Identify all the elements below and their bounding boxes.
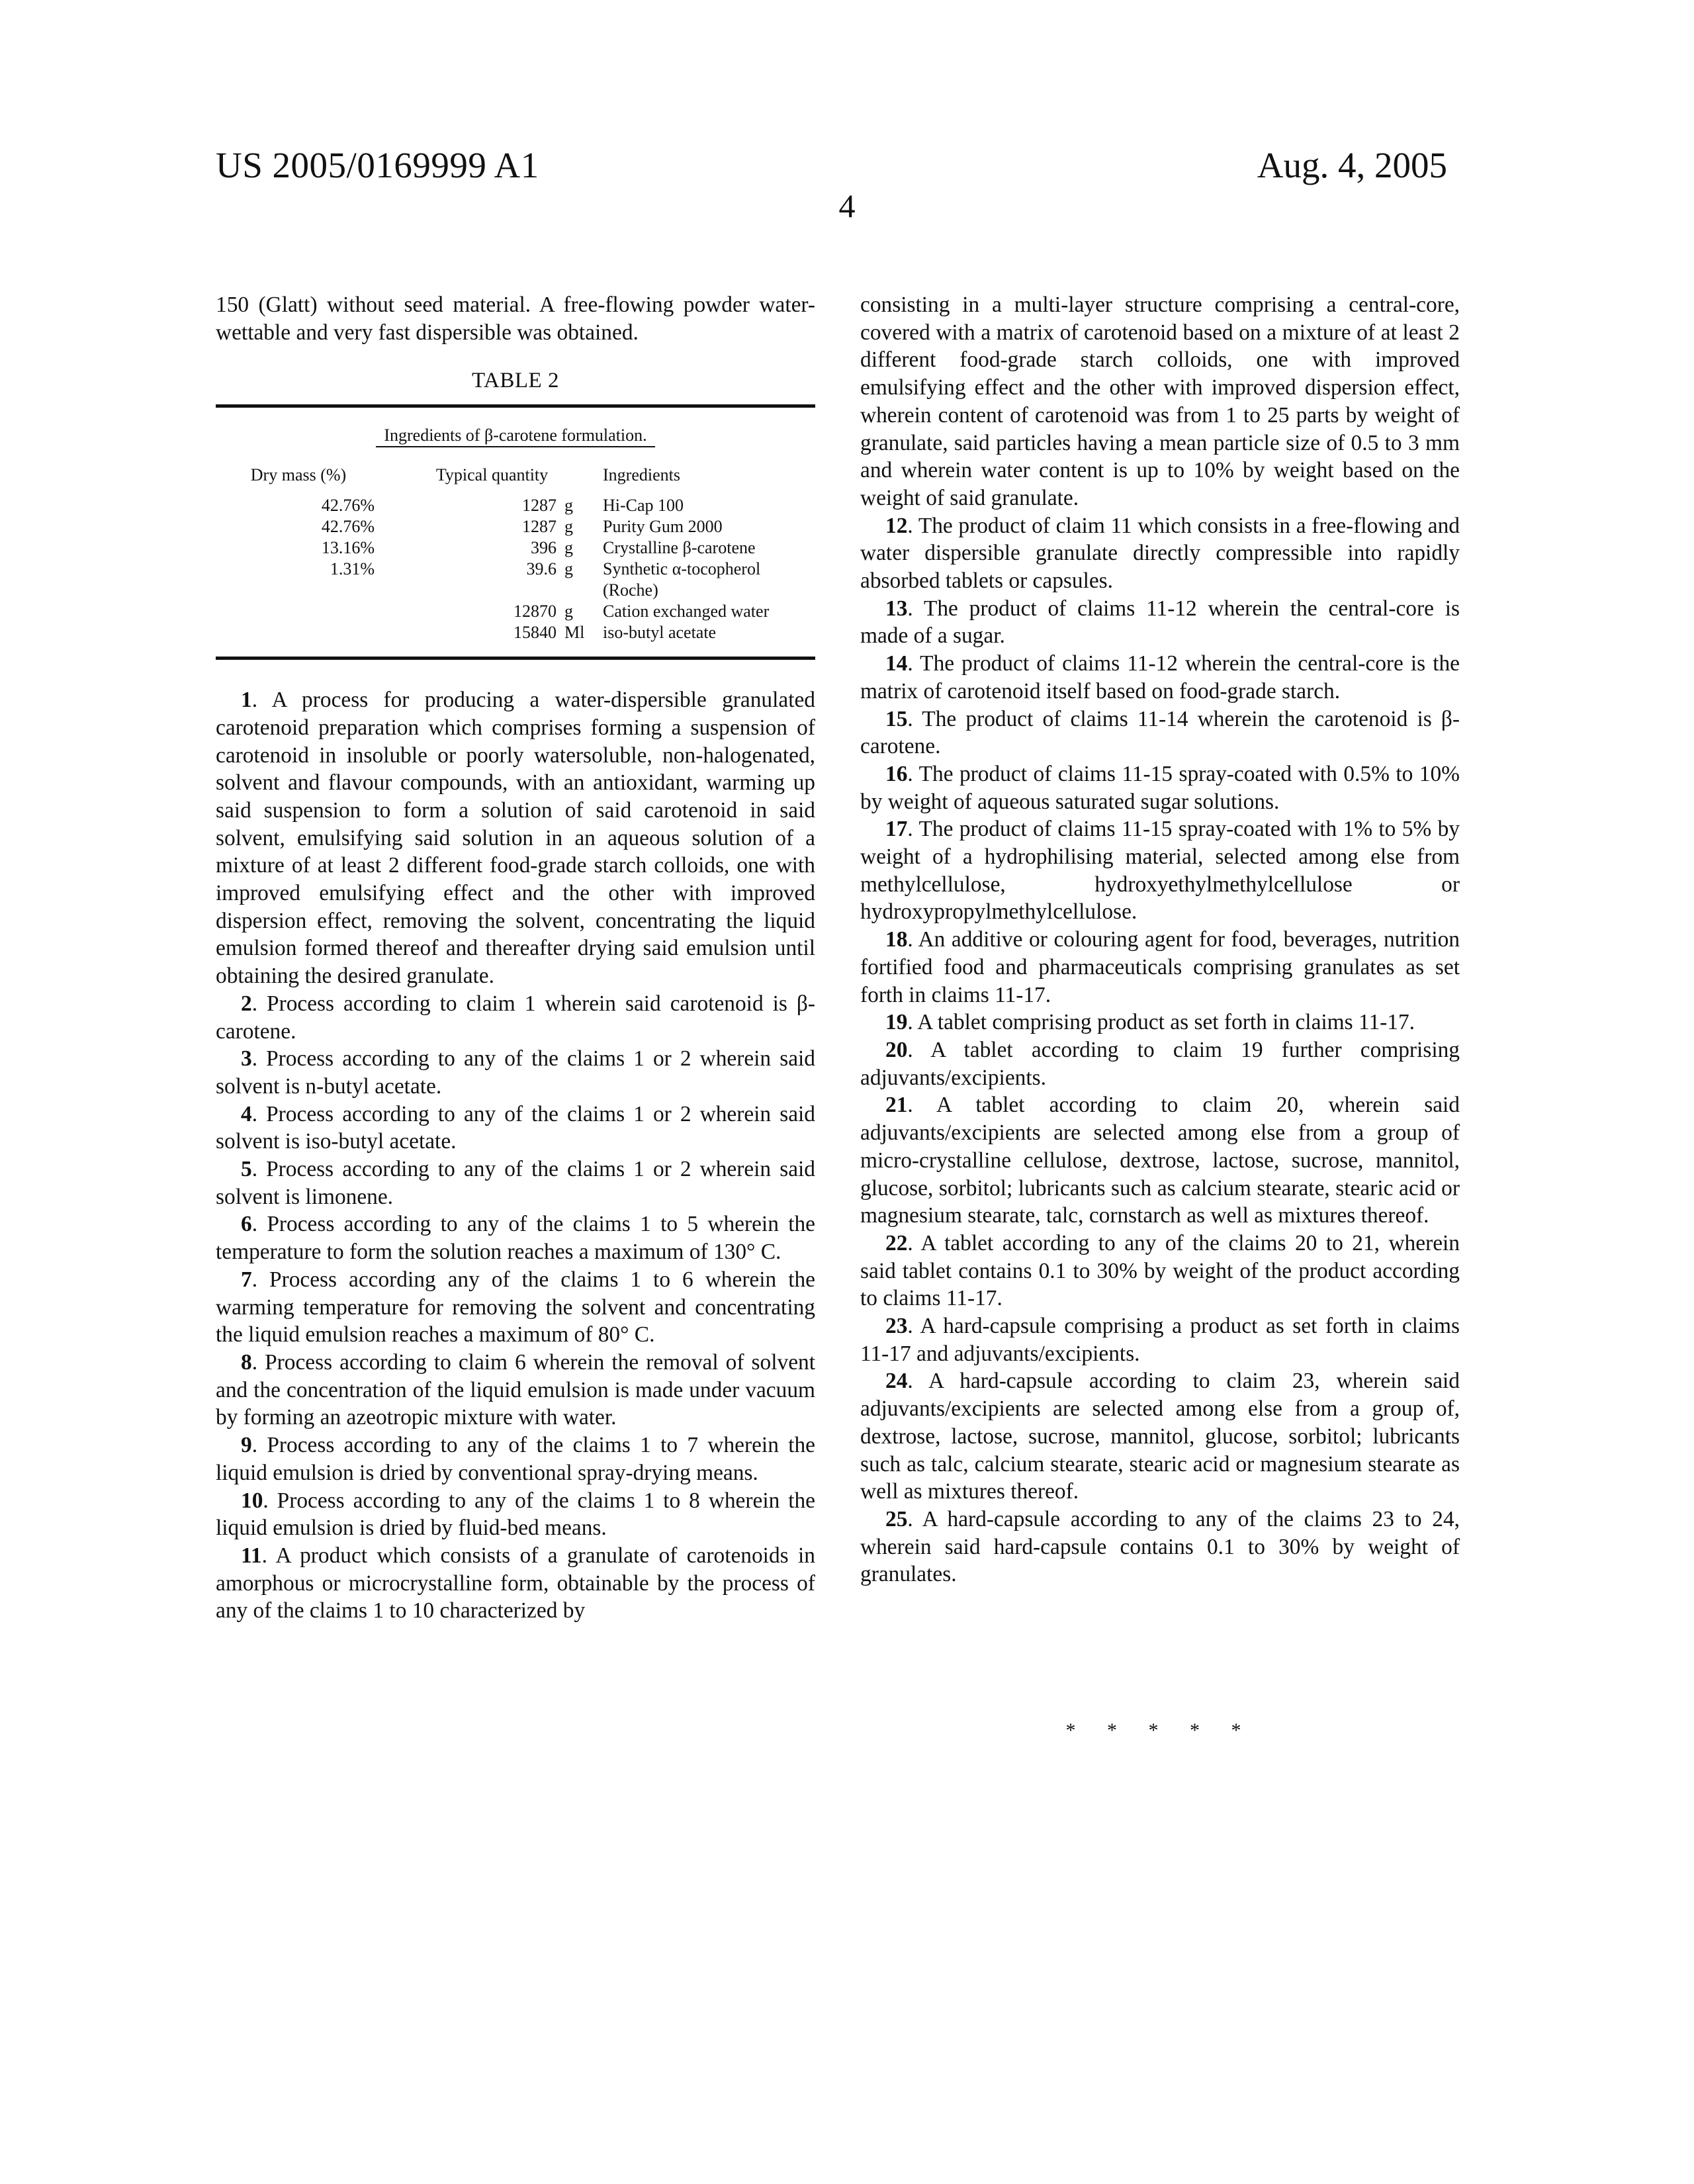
- claim-text: . Process according to claim 6 wherein the removal of solvent and the concentration of the liquid emulsion is made under vacuum by forming an azeotropic mixture with water.: [216, 1350, 815, 1430]
- claim-text: . The product of claims 11-14 wherein the carotenoid is β-carotene.: [860, 707, 1460, 759]
- claim-paragraph: [216, 1210, 815, 1265]
- claim-text: . A tablet according to any of the claims 20 to 21, wherein said tablet contains 0.1 to 30% by weight of the product according to claims 11-17.: [860, 1231, 1460, 1310]
- claim-number: 16: [885, 762, 907, 786]
- claim-paragraph: [860, 1506, 1460, 1588]
- page-number: 4: [0, 187, 1694, 225]
- claim-number: 6: [241, 1212, 252, 1236]
- claim-number: 1: [241, 688, 252, 712]
- ingredients-table: [216, 446, 815, 643]
- claim-number: 10: [241, 1488, 263, 1513]
- claim-text: . The product of claims 11-15 spray-coated with 1% to 5% by weight of a hydrophilising material, selected among else from methylcellulose, hydroxyethylmethylcellulose or hydroxypropylmethylcellulose.: [860, 817, 1460, 924]
- claim-number: 8: [241, 1350, 252, 1375]
- table-row: [216, 537, 815, 559]
- table-top-rule: [216, 404, 815, 408]
- claim-paragraph: [216, 1349, 815, 1432]
- table-caption: Ingredients of β-carotene formulation.: [216, 425, 815, 446]
- claim-number: 4: [241, 1102, 252, 1126]
- claim-text: . The product of claim 11 which consists in a free-flowing and water dispersible granulate directly compressible into rapidly absorbed tablets or capsules.: [860, 514, 1460, 593]
- unit-cell: g: [557, 559, 603, 601]
- claim-text: . The product of claims 11-12 wherein the central-core is made of a sugar.: [860, 596, 1460, 649]
- claim-number: 18: [885, 927, 907, 952]
- claim-paragraph: [216, 1101, 815, 1156]
- end-marker: * * * * *: [860, 1719, 1460, 1742]
- claim-number: 17: [885, 817, 907, 841]
- unit-cell: g: [557, 601, 603, 622]
- claim-number: 5: [241, 1157, 252, 1181]
- claim-paragraph: [216, 1045, 815, 1100]
- unit-cell: Ml: [557, 622, 603, 643]
- quantity-cell: 12870: [381, 601, 557, 622]
- quantity-cell: 1287: [381, 495, 557, 516]
- claim-paragraph: [860, 1312, 1460, 1367]
- dry-mass-cell: [216, 622, 381, 643]
- col-header-quantity: Typical quantity: [381, 446, 603, 495]
- claim-text: . Process according to any of the claims 1 to 8 wherein the liquid emulsion is dried by fluid-bed means.: [216, 1488, 815, 1541]
- claim-paragraph: [216, 1266, 815, 1349]
- quantity-cell: 396: [381, 537, 557, 559]
- col-header-ingredients: Ingredients: [603, 446, 815, 495]
- claim-paragraph: [860, 815, 1460, 926]
- table-header-row: [216, 446, 815, 495]
- claim-paragraph: [860, 705, 1460, 760]
- quantity-cell: 15840: [381, 622, 557, 643]
- claim-paragraph: [860, 595, 1460, 650]
- col-header-dry-mass: Dry mass (%): [216, 446, 381, 495]
- dry-mass-cell: 1.31%: [216, 559, 381, 601]
- claim-number: 21: [885, 1093, 907, 1117]
- claim-text: . Process according to any of the claims 1 or 2 wherein said solvent is n-butyl acetate.: [216, 1046, 815, 1099]
- unit-cell: g: [557, 495, 603, 516]
- claim-number: 22: [885, 1231, 907, 1255]
- ingredient-cell: iso-butyl acetate: [603, 622, 815, 643]
- claim-paragraph: [860, 1009, 1460, 1036]
- quantity-cell: 39.6: [381, 559, 557, 601]
- claim-number: 25: [885, 1507, 907, 1531]
- claim-text: . A tablet comprising product as set forth in claims 11-17.: [907, 1010, 1415, 1034]
- dry-mass-cell: 42.76%: [216, 495, 381, 516]
- claim-paragraph: [860, 1367, 1460, 1506]
- claim-text: . An additive or colouring agent for food, beverages, nutrition fortified food and pharmaceuticals comprising granulates as set forth in claims 11-17.: [860, 927, 1460, 1007]
- claim-number: 9: [241, 1433, 252, 1457]
- claim-number: 14: [885, 651, 907, 676]
- ingredient-cell: Purity Gum 2000: [603, 516, 815, 537]
- claim-paragraph: [860, 926, 1460, 1009]
- claim-paragraph: [216, 1432, 815, 1486]
- claim-number: 2: [241, 991, 252, 1016]
- claim-text: . Process according any of the claims 1 to 6 wherein the warming temperature for removing the solvent and concentrating the liquid emulsion reaches a maximum of 80° C.: [216, 1267, 815, 1347]
- ingredient-cell: Cation exchanged water: [603, 601, 815, 622]
- publication-date: Aug. 4, 2005: [1257, 144, 1447, 186]
- table-row: [216, 559, 815, 601]
- table-body: [216, 495, 815, 643]
- claim-number: 7: [241, 1267, 252, 1292]
- intro-paragraph: 150 (Glatt) without seed material. A free-flowing powder water-wettable and very fast dispersible was obtained.: [216, 291, 815, 346]
- claim-paragraph: [216, 1542, 815, 1625]
- claim-paragraph: [860, 291, 1460, 512]
- claim-text: . A hard-capsule according to any of the claims 23 to 24, wherein said hard-capsule contains 0.1 to 30% by weight of granulates.: [860, 1507, 1460, 1586]
- claim-text: . A process for producing a water-dispersible granulated carotenoid preparation which comprises forming a suspension of carotenoid in insoluble or poorly watersoluble, non-halogenated, solvent and flavour compounds, with an antioxidant, warming up said suspension to form a solution of said carotenoid in said solvent, emulsifying said solution in an aqueous solution of a mixture of at least 2 different food-grade starch colloids, one with improved emulsifying effect and the other with improved dispersion effect, removing the solvent, concentrating the liquid emulsion formed thereof and thereafter drying said emulsion until obtaining the desired granulate.: [216, 688, 815, 988]
- dry-mass-cell: 13.16%: [216, 537, 381, 559]
- claim-text: . A tablet according to claim 19 further comprising adjuvants/excipients.: [860, 1038, 1460, 1090]
- claim-number: 23: [885, 1314, 907, 1338]
- right-column: [860, 291, 1460, 1588]
- ingredient-cell: Synthetic α-tocopherol (Roche): [603, 559, 815, 601]
- table-row: [216, 622, 815, 643]
- claim-number: 12: [885, 514, 907, 538]
- claim-paragraph: [860, 512, 1460, 595]
- claim-number: 11: [241, 1543, 262, 1568]
- claims-right: [860, 291, 1460, 1588]
- claim-paragraph: [216, 1487, 815, 1542]
- table-row: [216, 516, 815, 537]
- claim-text: . Process according to any of the claims 1 or 2 wherein said solvent is limonene.: [216, 1157, 815, 1209]
- claim-text: . Process according to any of the claims 1 to 7 wherein the liquid emulsion is dried by conventional spray-drying means.: [216, 1433, 815, 1485]
- claim-paragraph: [860, 650, 1460, 705]
- claim-text: . A hard-capsule comprising a product as set forth in claims 11-17 and adjuvants/excipients.: [860, 1314, 1460, 1366]
- ingredient-cell: Hi-Cap 100: [603, 495, 815, 516]
- claims-left: [216, 686, 815, 1625]
- left-column: [216, 291, 815, 1625]
- table-row: [216, 601, 815, 622]
- publication-number: US 2005/0169999 A1: [216, 144, 539, 186]
- dry-mass-cell: 42.76%: [216, 516, 381, 537]
- claim-number: 24: [885, 1369, 907, 1393]
- claim-paragraph: [860, 1036, 1460, 1091]
- table-row: [216, 495, 815, 516]
- table-2: [216, 367, 815, 660]
- claim-number: 19: [885, 1010, 907, 1034]
- claim-text: . Process according to any of the claims 1 to 5 wherein the temperature to form the solution reaches a maximum of 130° C.: [216, 1212, 815, 1264]
- unit-cell: g: [557, 516, 603, 537]
- claim-paragraph: [216, 686, 815, 990]
- claim-paragraph: [216, 990, 815, 1045]
- claim-text: . A tablet according to claim 20, wherein said adjuvants/excipients are selected among else from a group of micro-crystalline cellulose, dextrose, lactose, sucrose, mannitol, glucose, sorbitol; lubricants such as calcium stearate, stearic acid or magnesium stearate, talc, cornstarch as well as mixtures thereof.: [860, 1093, 1460, 1228]
- claim-number: 20: [885, 1038, 907, 1062]
- claim-paragraph: [860, 1091, 1460, 1230]
- claim-paragraph: [216, 1156, 815, 1210]
- unit-cell: g: [557, 537, 603, 559]
- claim-text: . A product which consists of a granulate of carotenoids in amorphous or microcrystalline form, obtainable by the process of any of the claims 1 to 10 characterized by: [216, 1543, 815, 1623]
- claim-text: . Process according to claim 1 wherein said carotenoid is β-carotene.: [216, 991, 815, 1044]
- claim-text: consisting in a multi-layer structure comprising a central-core, covered with a matrix of carotenoid based on a mixture of at least 2 different food-grade starch colloids, one with improved emulsifying effect and the other with improved dispersion effect, wherein content of carotenoid was from 1 to 25 parts by weight of granulate, said particles having a mean particle size of 0.5 to 3 mm and wherein water content is up to 10% by weight based on the weight of said granulate.: [860, 293, 1460, 510]
- table-title: TABLE 2: [216, 367, 815, 395]
- claim-number: 15: [885, 707, 907, 731]
- claim-text: . The product of claims 11-15 spray-coated with 0.5% to 10% by weight of aqueous saturated sugar solutions.: [860, 762, 1460, 814]
- claim-paragraph: [860, 1230, 1460, 1312]
- quantity-cell: 1287: [381, 516, 557, 537]
- claim-text: . A hard-capsule according to claim 23, wherein said adjuvants/excipients are selected among else from a group of, dextrose, lactose, sucrose, mannitol, glucose, sorbitol; lubricants such as talc, calcium stearate, stearic acid or magnesium stearate as well as mixtures thereof.: [860, 1369, 1460, 1504]
- ingredient-cell: Crystalline β-carotene: [603, 537, 815, 559]
- claim-number: 13: [885, 596, 907, 621]
- claim-paragraph: [860, 760, 1460, 815]
- claim-text: . Process according to any of the claims 1 or 2 wherein said solvent is iso-butyl acetate.: [216, 1102, 815, 1154]
- dry-mass-cell: [216, 601, 381, 622]
- claim-number: 3: [241, 1046, 252, 1071]
- claim-text: . The product of claims 11-12 wherein the central-core is the matrix of carotenoid itself based on food-grade starch.: [860, 651, 1460, 704]
